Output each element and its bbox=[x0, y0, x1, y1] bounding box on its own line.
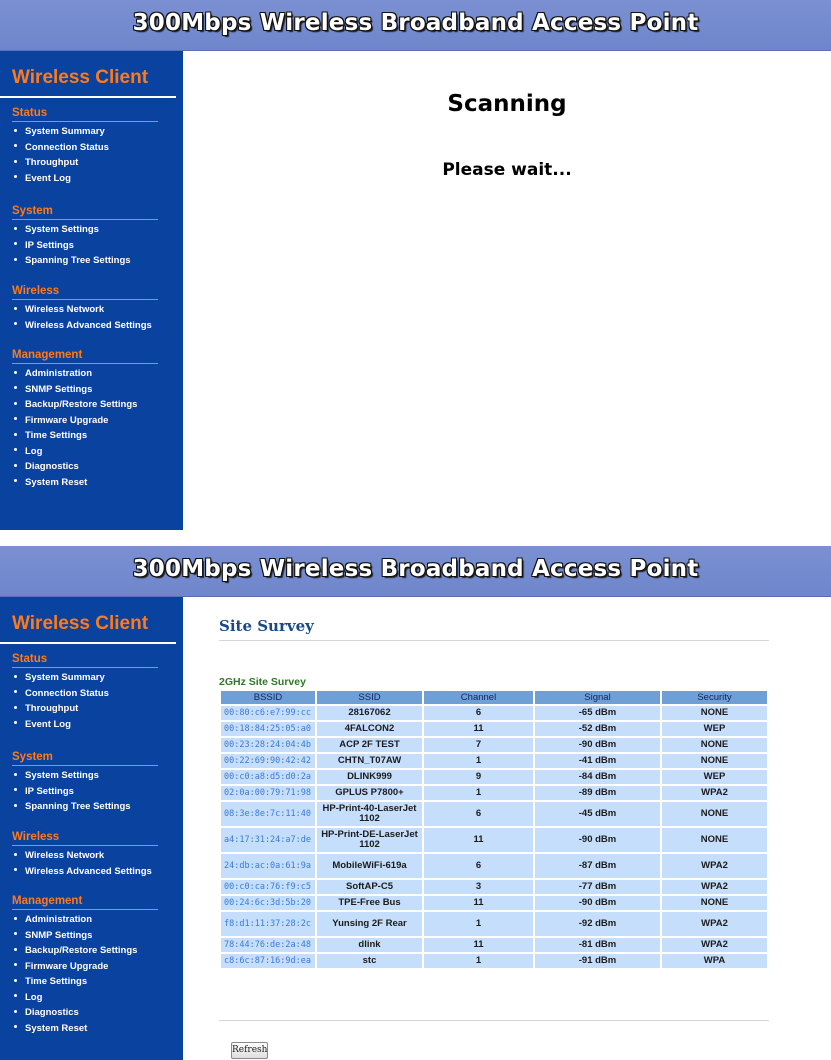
cell-bssid: c8:6c:87:16:9d:ea bbox=[221, 954, 315, 968]
cell-security: WPA2 bbox=[662, 786, 767, 800]
cell-ssid: 28167062 bbox=[317, 706, 422, 720]
bullet-icon bbox=[14, 675, 17, 678]
cell-bssid: 00:22:69:90:42:42 bbox=[221, 754, 315, 768]
cell-signal: -92 dBm bbox=[535, 912, 660, 936]
cell-security: WPA2 bbox=[662, 938, 767, 952]
sidebar-item-snmp-settings[interactable] bbox=[12, 928, 158, 944]
sidebar-item-administration[interactable] bbox=[12, 912, 158, 928]
cell-security: NONE bbox=[662, 706, 767, 720]
sidebar-item-label: Firmware Upgrade bbox=[25, 414, 109, 426]
banner-title: 300Mbps Wireless Broadband Access Point bbox=[132, 10, 699, 36]
nav-section-title: Management bbox=[12, 894, 158, 910]
nav-section-system bbox=[12, 204, 158, 269]
nav-section-management bbox=[12, 348, 158, 490]
sidebar-item-administration[interactable] bbox=[12, 366, 158, 382]
refresh-button[interactable]: Refresh bbox=[231, 1042, 268, 1059]
sidebar-item-throughput[interactable] bbox=[12, 701, 158, 717]
sidebar-item-event-log[interactable] bbox=[12, 717, 158, 733]
sidebar-item-label: Wireless Advanced Settings bbox=[25, 319, 152, 331]
cell-channel: 11 bbox=[424, 938, 533, 952]
cell-channel: 6 bbox=[424, 802, 533, 826]
cell-channel: 11 bbox=[424, 722, 533, 736]
cell-channel: 7 bbox=[424, 738, 533, 752]
sidebar-item-snmp-settings[interactable] bbox=[12, 382, 158, 398]
table-row bbox=[221, 706, 767, 720]
cell-channel: 1 bbox=[424, 912, 533, 936]
sidebar-item-label: Connection Status bbox=[25, 141, 109, 153]
nav-section-title: System bbox=[12, 750, 158, 766]
bullet-icon bbox=[14, 227, 17, 230]
cell-signal: -45 dBm bbox=[535, 802, 660, 826]
cell-signal: -81 dBm bbox=[535, 938, 660, 952]
cell-signal: -65 dBm bbox=[535, 706, 660, 720]
cell-signal: -41 dBm bbox=[535, 754, 660, 768]
cell-ssid: MobileWiFi-619a bbox=[317, 854, 422, 878]
cell-channel: 11 bbox=[424, 896, 533, 910]
bullet-icon bbox=[14, 979, 17, 982]
cell-ssid: DLINK999 bbox=[317, 770, 422, 784]
sidebar bbox=[0, 51, 183, 530]
bullet-icon bbox=[14, 129, 17, 132]
cell-ssid: 4FALCON2 bbox=[317, 722, 422, 736]
bullet-icon bbox=[14, 307, 17, 310]
cell-bssid: 00:23:28:24:04:4b bbox=[221, 738, 315, 752]
cell-ssid: GPLUS P7800+ bbox=[317, 786, 422, 800]
header-banner bbox=[0, 546, 831, 597]
bullet-icon bbox=[14, 1025, 17, 1028]
banner-title: 300Mbps Wireless Broadband Access Point bbox=[132, 556, 699, 582]
sidebar-item-label: Throughput bbox=[25, 703, 79, 714]
sidebar-item-label: Wireless Advanced Settings bbox=[25, 865, 152, 877]
bullet-icon bbox=[14, 963, 17, 966]
bullet-icon bbox=[14, 386, 17, 389]
bullet-icon bbox=[14, 175, 17, 178]
sidebar-item-label: System Summary bbox=[25, 126, 105, 137]
cell-channel: 1 bbox=[424, 786, 533, 800]
sidebar-item-backup-restore-settings[interactable] bbox=[12, 397, 158, 413]
sidebar-item-time-settings[interactable] bbox=[12, 974, 158, 990]
sidebar-item-system-summary[interactable] bbox=[12, 124, 158, 140]
sidebar-item-label: Event Log bbox=[25, 718, 71, 730]
sidebar-item-wireless-advanced-settings[interactable] bbox=[12, 318, 158, 334]
cell-bssid: a4:17:31:24:a7:de bbox=[221, 828, 315, 852]
bullet-icon bbox=[14, 994, 17, 997]
sidebar-item-label: Connection Status bbox=[25, 687, 109, 699]
scanning-title: Scanning bbox=[447, 91, 567, 117]
sidebar-item-label: System Reset bbox=[25, 1022, 88, 1034]
bullet-icon bbox=[14, 721, 17, 724]
cell-channel: 1 bbox=[424, 954, 533, 968]
brand-divider bbox=[0, 642, 176, 644]
sidebar-item-label: System Summary bbox=[25, 672, 105, 683]
sidebar-item-label: Wireless Network bbox=[25, 850, 105, 861]
page-title: Site Survey bbox=[219, 617, 314, 635]
bullet-icon bbox=[14, 868, 17, 871]
cell-bssid: f8:d1:11:37:28:2c bbox=[221, 912, 315, 936]
brand-divider bbox=[0, 96, 176, 98]
sidebar-brand: Wireless Client bbox=[12, 67, 149, 88]
bullet-icon bbox=[14, 788, 17, 791]
cell-channel: 6 bbox=[424, 706, 533, 720]
table-row bbox=[221, 880, 767, 894]
cell-signal: -91 dBm bbox=[535, 954, 660, 968]
bullet-icon bbox=[14, 948, 17, 951]
nav-section-wireless bbox=[12, 284, 158, 333]
nav-section-title: Wireless bbox=[12, 830, 158, 846]
bullet-icon bbox=[14, 371, 17, 374]
cell-signal: -84 dBm bbox=[535, 770, 660, 784]
cell-security: NONE bbox=[662, 802, 767, 826]
nav-section-title: Status bbox=[12, 652, 158, 668]
cell-signal: -87 dBm bbox=[535, 854, 660, 878]
table-row bbox=[221, 722, 767, 736]
cell-security: NONE bbox=[662, 828, 767, 852]
sidebar-item-system-settings[interactable] bbox=[12, 222, 158, 238]
cell-ssid: TPE-Free Bus bbox=[317, 896, 422, 910]
table-row bbox=[221, 954, 767, 968]
cell-bssid: 02:0a:00:79:71:98 bbox=[221, 786, 315, 800]
cell-bssid: 24:db:ac:0a:61:9a bbox=[221, 854, 315, 878]
cell-ssid: CHTN_T07AW bbox=[317, 754, 422, 768]
column-header-channel: Channel bbox=[424, 691, 533, 704]
sidebar-item-ip-settings[interactable] bbox=[12, 784, 158, 800]
cell-bssid: 08:3e:8e:7c:11:40 bbox=[221, 802, 315, 826]
cell-ssid: HP-Print-40-LaserJet 1102 bbox=[317, 802, 422, 826]
cell-security: NONE bbox=[662, 754, 767, 768]
sidebar-item-system-summary[interactable] bbox=[12, 670, 158, 686]
sidebar-item-diagnostics[interactable] bbox=[12, 1005, 158, 1021]
sidebar-item-spanning-tree-settings[interactable] bbox=[12, 799, 158, 815]
table-row bbox=[221, 738, 767, 752]
bullet-icon bbox=[14, 804, 17, 807]
header-banner bbox=[0, 0, 831, 51]
sidebar-item-label: Diagnostics bbox=[25, 1007, 79, 1018]
bullet-icon bbox=[14, 853, 17, 856]
sidebar-item-diagnostics[interactable] bbox=[12, 459, 158, 475]
bullet-icon bbox=[14, 690, 17, 693]
cell-channel: 6 bbox=[424, 854, 533, 878]
sidebar-brand: Wireless Client bbox=[12, 613, 149, 634]
bullet-icon bbox=[14, 433, 17, 436]
sidebar-item-label: Spanning Tree Settings bbox=[25, 801, 131, 812]
table-row bbox=[221, 754, 767, 768]
sidebar-item-label: Time Settings bbox=[25, 430, 88, 441]
bullet-icon bbox=[14, 242, 17, 245]
cell-security: NONE bbox=[662, 738, 767, 752]
cell-security: WPA2 bbox=[662, 912, 767, 936]
cell-ssid: dlink bbox=[317, 938, 422, 952]
cell-security: NONE bbox=[662, 896, 767, 910]
cell-signal: -90 dBm bbox=[535, 896, 660, 910]
sidebar-item-wireless-advanced-settings[interactable] bbox=[12, 864, 158, 880]
table-row bbox=[221, 802, 767, 826]
nav-section-system bbox=[12, 750, 158, 815]
cell-ssid: Yunsing 2F Rear bbox=[317, 912, 422, 936]
sidebar-item-label: Administration bbox=[25, 914, 93, 925]
bullet-icon bbox=[14, 932, 17, 935]
sidebar-item-label: Throughput bbox=[25, 157, 79, 168]
table-row bbox=[221, 828, 767, 852]
cell-signal: -90 dBm bbox=[535, 828, 660, 852]
sidebar-item-backup-restore-settings[interactable] bbox=[12, 943, 158, 959]
sidebar-item-label: Log bbox=[25, 445, 43, 457]
column-header-signal: Signal bbox=[535, 691, 660, 704]
sidebar-item-system-reset[interactable] bbox=[12, 1021, 158, 1037]
cell-security: WPA bbox=[662, 954, 767, 968]
heading-divider bbox=[219, 640, 769, 641]
bullet-icon bbox=[14, 258, 17, 261]
sidebar-item-label: Log bbox=[25, 991, 43, 1003]
cell-signal: -89 dBm bbox=[535, 786, 660, 800]
sidebar-item-label: System Settings bbox=[25, 224, 99, 235]
cell-channel: 1 bbox=[424, 754, 533, 768]
cell-channel: 9 bbox=[424, 770, 533, 784]
cell-bssid: 00:24:6c:3d:5b:20 bbox=[221, 896, 315, 910]
cell-bssid: 78:44:76:de:2a:48 bbox=[221, 938, 315, 952]
table-row bbox=[221, 770, 767, 784]
sidebar-item-wireless-network[interactable] bbox=[12, 302, 158, 318]
bullet-icon bbox=[14, 402, 17, 405]
nav-section-status bbox=[12, 652, 158, 732]
column-header-ssid: SSID bbox=[317, 691, 422, 704]
sidebar-item-firmware-upgrade[interactable] bbox=[12, 959, 158, 975]
sidebar-item-label: Administration bbox=[25, 368, 93, 379]
cell-signal: -77 dBm bbox=[535, 880, 660, 894]
cell-ssid: HP-Print-DE-LaserJet 1102 bbox=[317, 828, 422, 852]
site-survey-screen bbox=[0, 546, 831, 1060]
survey-subheading: 2GHz Site Survey bbox=[219, 676, 306, 688]
cell-security: WEP bbox=[662, 722, 767, 736]
cell-security: WPA2 bbox=[662, 880, 767, 894]
sidebar-item-label: Time Settings bbox=[25, 976, 88, 987]
nav-section-title: System bbox=[12, 204, 158, 220]
column-header-bssid: BSSID bbox=[221, 691, 315, 704]
sidebar-item-system-reset[interactable] bbox=[12, 475, 158, 491]
sidebar-item-label: Backup/Restore Settings bbox=[25, 399, 138, 410]
nav-section-management bbox=[12, 894, 158, 1036]
table-row bbox=[221, 786, 767, 800]
sidebar-item-label: Spanning Tree Settings bbox=[25, 255, 131, 266]
cell-ssid: ACP 2F TEST bbox=[317, 738, 422, 752]
sidebar-item-event-log[interactable] bbox=[12, 171, 158, 187]
cell-bssid: 00:18:84:25:05:a0 bbox=[221, 722, 315, 736]
sidebar bbox=[0, 597, 183, 1060]
cell-signal: -90 dBm bbox=[535, 738, 660, 752]
please-wait-message: Please wait... bbox=[442, 160, 572, 180]
cell-bssid: 00:c0:a8:d5:d0:2a bbox=[221, 770, 315, 784]
site-survey-table bbox=[219, 689, 769, 970]
sidebar-item-label: Firmware Upgrade bbox=[25, 960, 109, 972]
sidebar-item-label: System Settings bbox=[25, 770, 99, 781]
cell-ssid: SoftAP-C5 bbox=[317, 880, 422, 894]
nav-section-wireless bbox=[12, 830, 158, 879]
sidebar-item-label: Diagnostics bbox=[25, 461, 79, 472]
sidebar-item-time-settings[interactable] bbox=[12, 428, 158, 444]
bullet-icon bbox=[14, 160, 17, 163]
nav-section-title: Status bbox=[12, 106, 158, 122]
sidebar-item-ip-settings[interactable] bbox=[12, 238, 158, 254]
bullet-icon bbox=[14, 322, 17, 325]
bullet-icon bbox=[14, 464, 17, 467]
sidebar-item-connection-status[interactable] bbox=[12, 140, 158, 156]
bullet-icon bbox=[14, 448, 17, 451]
sidebar-item-label: Event Log bbox=[25, 172, 71, 184]
sidebar-item-firmware-upgrade[interactable] bbox=[12, 413, 158, 429]
nav-section-status bbox=[12, 106, 158, 186]
bullet-icon bbox=[14, 417, 17, 420]
table-row bbox=[221, 912, 767, 936]
sidebar-item-log[interactable] bbox=[12, 990, 158, 1006]
bullet-icon bbox=[14, 917, 17, 920]
bullet-icon bbox=[14, 773, 17, 776]
table-row bbox=[221, 938, 767, 952]
cell-bssid: 00:80:c6:e7:99:cc bbox=[221, 706, 315, 720]
sidebar-item-label: SNMP Settings bbox=[25, 383, 93, 395]
bullet-icon bbox=[14, 479, 17, 482]
cell-channel: 3 bbox=[424, 880, 533, 894]
survey-table-body bbox=[221, 706, 767, 968]
sidebar-item-system-settings[interactable] bbox=[12, 768, 158, 784]
cell-bssid: 00:c0:ca:76:f9:c5 bbox=[221, 880, 315, 894]
sidebar-item-label: SNMP Settings bbox=[25, 929, 93, 941]
column-header-security: Security bbox=[662, 691, 767, 704]
cell-channel: 11 bbox=[424, 828, 533, 852]
table-row bbox=[221, 854, 767, 878]
bottom-divider bbox=[219, 1020, 769, 1021]
sidebar-item-throughput[interactable] bbox=[12, 155, 158, 171]
cell-security: WEP bbox=[662, 770, 767, 784]
nav-section-title: Management bbox=[12, 348, 158, 364]
sidebar-item-connection-status[interactable] bbox=[12, 686, 158, 702]
sidebar-item-label: IP Settings bbox=[25, 785, 74, 797]
table-header-row bbox=[221, 691, 767, 704]
table-row bbox=[221, 896, 767, 910]
cell-signal: -52 dBm bbox=[535, 722, 660, 736]
sidebar-item-log[interactable] bbox=[12, 444, 158, 460]
sidebar-item-wireless-network[interactable] bbox=[12, 848, 158, 864]
nav-section-title: Wireless bbox=[12, 284, 158, 300]
bullet-icon bbox=[14, 1010, 17, 1013]
cell-security: WPA2 bbox=[662, 854, 767, 878]
cell-ssid: stc bbox=[317, 954, 422, 968]
sidebar-item-label: IP Settings bbox=[25, 239, 74, 251]
bullet-icon bbox=[14, 144, 17, 147]
sidebar-item-label: Backup/Restore Settings bbox=[25, 945, 138, 956]
bullet-icon bbox=[14, 706, 17, 709]
sidebar-item-label: Wireless Network bbox=[25, 304, 105, 315]
sidebar-item-label: System Reset bbox=[25, 476, 88, 488]
sidebar-item-spanning-tree-settings[interactable] bbox=[12, 253, 158, 269]
